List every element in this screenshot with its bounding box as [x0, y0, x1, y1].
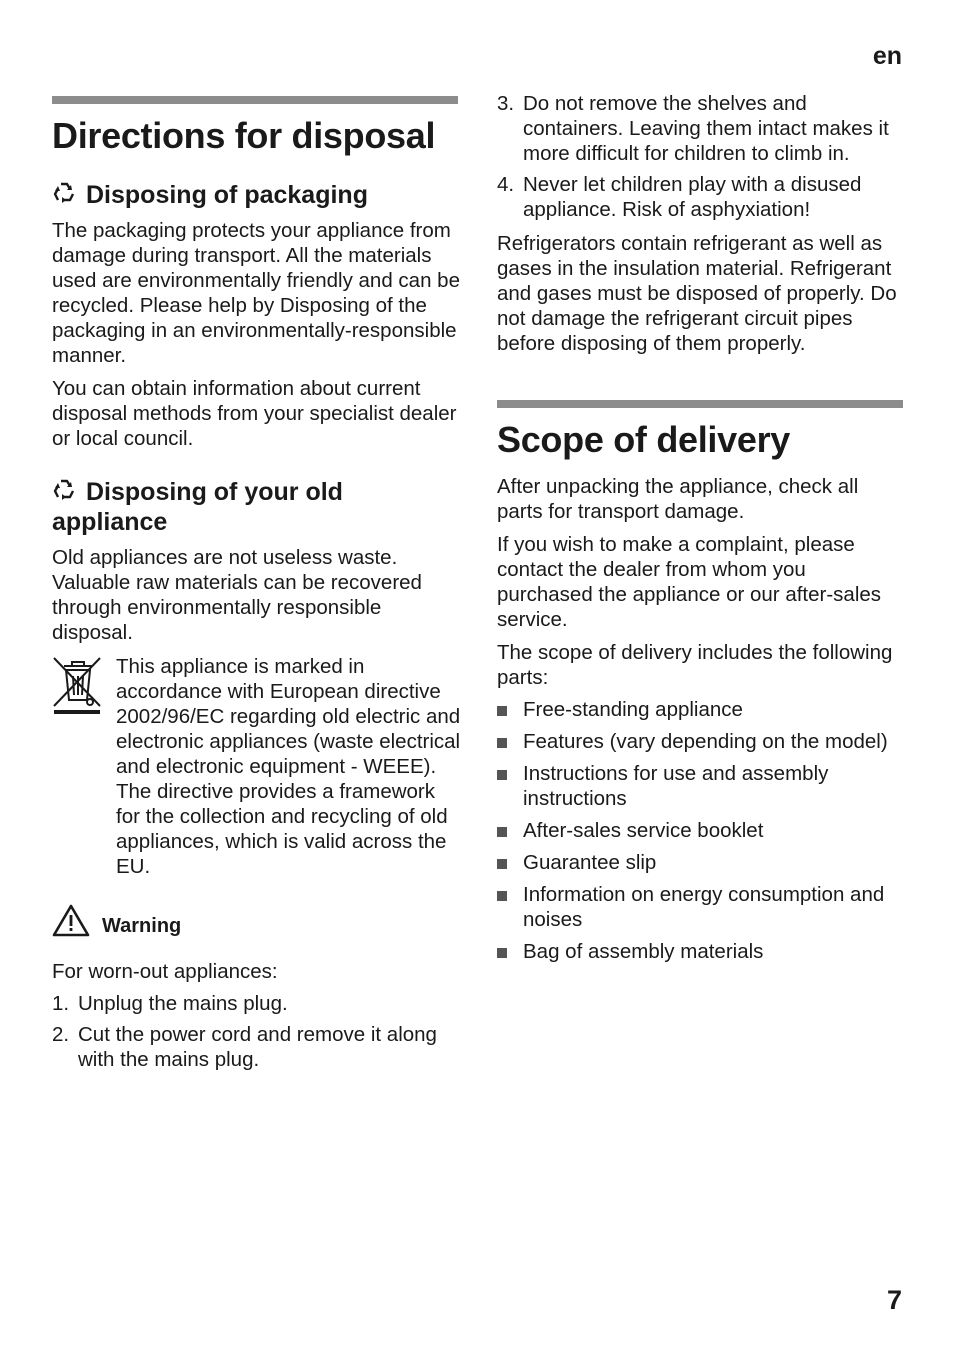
subheading-packaging-text: Disposing of packaging — [86, 181, 368, 209]
bullet-square-icon — [497, 770, 507, 780]
bullet-square-icon — [497, 738, 507, 748]
packaging-paragraph-1: The packaging protects your appliance from damage during transport. All the materials used are environmentally friendly and can be recycled. Please help by Disposing of the packaging in an environmentally-responsible manner. — [52, 219, 460, 367]
weee-text: This appliance is marked in accordance with European directive 2002/96/EC regarding old electric and electronic appliances (waste electrical and electronic equipment - WEEE). The directive provides a framework for the collection and recycling of old appliances, which is valid across the EU. — [116, 655, 461, 878]
subheading-old-appliance — [52, 477, 462, 537]
list-item: Features (vary depending on the model) — [497, 729, 907, 754]
list-item: 1. Unplug the mains plug. — [52, 992, 288, 1015]
list-item: Bag of assembly materials — [497, 939, 907, 964]
warning-steps — [52, 991, 462, 1072]
scope-paragraph-3: The scope of delivery includes the following parts: — [497, 641, 893, 689]
scope-paragraph-2: If you wish to make a complaint, please contact the dealer from whom you purchased the appliance or our after-sales service. — [497, 533, 882, 631]
scope-paragraph-1: After unpacking the appliance, check all parts for transport damage. — [497, 475, 859, 523]
delivery-items — [497, 697, 907, 964]
continued-steps — [497, 91, 907, 222]
bullet-square-icon — [497, 859, 507, 869]
list-item: 3. Do not remove the shelves and containers. Leaving them intact makes it more difficult for children to climb in. — [497, 92, 889, 165]
list-item: Guarantee slip — [497, 850, 907, 875]
language-code: en — [872, 42, 902, 70]
list-item: Information on energy consumption and noises — [497, 882, 907, 932]
subheading-old-appliance-text: Disposing of your old appliance — [52, 478, 343, 536]
list-item: After-sales service booklet — [497, 818, 907, 843]
bullet-square-icon — [497, 891, 507, 901]
list-item: 2. Cut the power cord and remove it along with the mains plug. — [52, 1023, 437, 1071]
list-item: Free-standing appliance — [497, 697, 907, 722]
section-rule — [52, 96, 458, 104]
page-number: 7 — [886, 1285, 902, 1315]
weee-block — [52, 654, 462, 879]
section-rule — [497, 400, 903, 408]
list-item: Instructions for use and assembly instructions — [497, 761, 907, 811]
section-title-scope: Scope of delivery — [497, 419, 791, 460]
bullet-square-icon — [497, 706, 507, 716]
warning-intro: For worn-out appliances: — [52, 960, 278, 983]
bullet-square-icon — [497, 827, 507, 837]
recycle-icon — [52, 477, 78, 507]
bullet-square-icon — [497, 948, 507, 958]
warning-label: Warning — [102, 915, 182, 937]
packaging-paragraph-2: You can obtain information about current disposal methods from your specialist dealer or local council. — [52, 377, 457, 450]
refrigerant-paragraph: Refrigerators contain refrigerant as well as gases in the insulation material. Refrigerant and gases must be disposed of properly. Do not damage the refrigerant circuit pipes before disposing of them properly. — [497, 232, 897, 355]
list-item: 4. Never let children play with a disused appliance. Risk of asphyxiation! — [497, 173, 862, 221]
right-column — [497, 0, 907, 971]
left-column — [52, 0, 462, 1078]
warning-header — [52, 903, 462, 937]
recycle-icon — [52, 180, 78, 210]
subheading-packaging — [52, 180, 462, 210]
section-title-disposal: Directions for disposal — [52, 115, 436, 156]
crossed-out-bin-icon — [52, 654, 102, 716]
old-appliance-paragraph: Old appliances are not useless waste. Valuable raw materials can be recovered through environmentally responsible disposal. — [52, 546, 422, 644]
warning-icon — [52, 903, 90, 937]
